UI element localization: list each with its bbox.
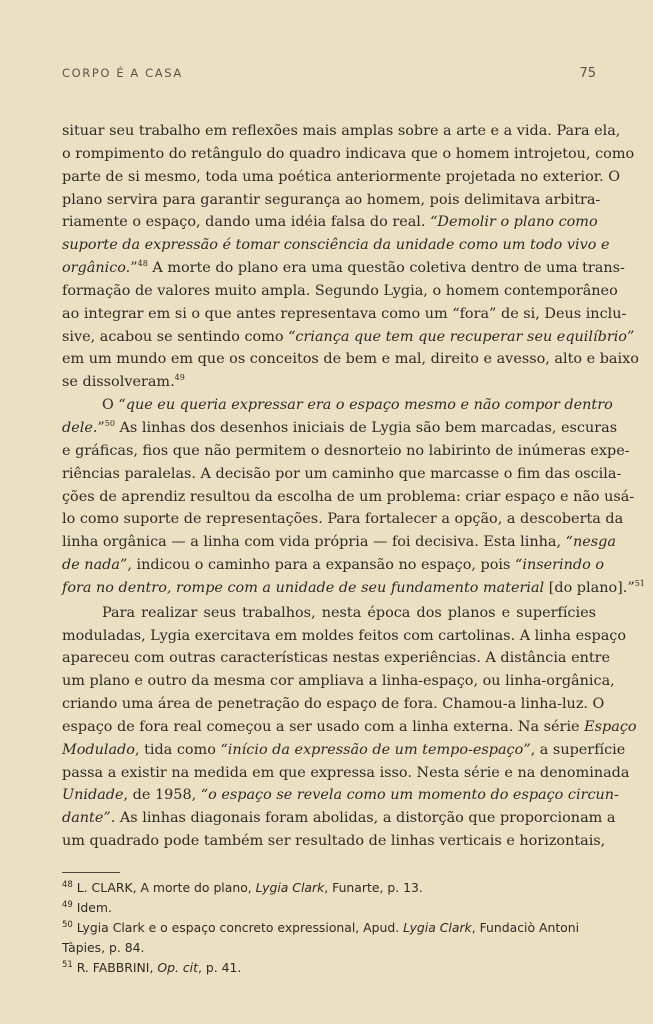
text-segment: um quadrado pode também ser resultado de linhas verticais e horizontais, — [62, 833, 606, 850]
text-line — [62, 716, 637, 739]
text-segment: , indicou o caminho para a expansão no espaço, pois — [127, 557, 515, 574]
text-line — [62, 326, 635, 349]
text-line — [62, 440, 630, 463]
text-line — [62, 120, 621, 143]
italic-text: Unidade — [62, 787, 124, 804]
text-segment: plano servira para garantir segurança ao homem, pois delimitava arbitra- — [62, 191, 601, 208]
text-line — [62, 670, 615, 693]
italic-text: “nesga — [565, 534, 616, 551]
text-segment: O — [102, 397, 119, 414]
text-line — [62, 211, 596, 234]
text-segment: sive, acabou se sentindo como — [62, 328, 289, 345]
text-line — [62, 693, 605, 716]
footnote — [62, 898, 596, 918]
text-line — [62, 602, 596, 625]
footnote-ref: 50 — [104, 418, 115, 428]
text-line — [62, 762, 630, 785]
text-line — [62, 280, 618, 303]
footnote-ref: 51 — [62, 960, 73, 970]
text-segment: , de 1958, — [123, 787, 201, 804]
text-segment: espaço de fora real começou a ser usado com a linha externa. Na série — [62, 718, 585, 735]
text-segment: Tàpies, p. 84. — [62, 940, 145, 955]
footnote-rule — [62, 872, 120, 873]
text-segment: criando uma área de penetração do espaço de fora. Chamou-a linha-luz. O — [62, 696, 605, 713]
footnote — [62, 938, 596, 958]
text-segment: situar seu trabalho em reflexões mais amplas sobre a arte e a vida. Para ela, — [62, 123, 621, 139]
text-line — [62, 257, 625, 280]
text-segment: ao integrar em si o que antes representava como um “fora” de si, Deus inclu- — [62, 305, 627, 322]
italic-text: “inserindo o — [515, 557, 604, 574]
text-line — [62, 647, 611, 670]
text-segment: , a superfície — [530, 741, 626, 758]
text-segment: A morte do plano era uma questão coletiva dentro de uma trans- — [147, 260, 625, 277]
text-line — [62, 625, 626, 648]
text-segment: apareceu com outras características nestas experiências. A distância entre — [62, 650, 611, 667]
text-segment: , Funarte, p. 13. — [324, 880, 423, 895]
footnote-ref: 48 — [62, 880, 73, 890]
text-line — [62, 303, 627, 326]
footnote — [62, 958, 596, 978]
text-line — [62, 531, 616, 554]
text-line — [62, 739, 626, 762]
footnote — [62, 878, 596, 898]
italic-text: Espaço — [584, 718, 637, 735]
italic-text: Lygia Clark — [403, 920, 472, 935]
text-line — [62, 486, 635, 509]
italic-text: Modulado — [62, 741, 135, 758]
text-segment: ções de aprendiz resultou da escolha de um problema: criar espaço e não usá- — [62, 488, 635, 505]
italic-text: suporte da expressão é tomar consciência da unidade como um todo vivo e — [62, 237, 610, 254]
page-number: 75 — [579, 66, 596, 81]
text-segment: Para realizar seus trabalhos, nesta época dos planos e superfícies — [102, 604, 596, 621]
text-segment: ” — [130, 260, 138, 277]
footnote-ref: 49 — [62, 900, 73, 910]
text-segment: As linhas dos desenhos iniciais de Lygia são bem marcadas, escuras — [114, 419, 618, 436]
body-text — [62, 120, 645, 853]
text-segment: [do plano].” — [544, 579, 635, 596]
text-segment: passa a existir na medida em que expressa isso. Nesta série e na denominada — [62, 764, 630, 781]
text-segment: . As linhas diagonais foram abolidas, a distorção que proporcionam a — [110, 810, 616, 827]
italic-text: Op. cit — [157, 960, 198, 975]
text-segment: moduladas, Lygia exercitava em moldes feitos com cartolinas. A linha espaço — [62, 627, 626, 644]
text-line — [62, 348, 639, 371]
text-line — [62, 830, 606, 853]
text-line — [62, 807, 616, 830]
text-segment: e gráficas, fios que não permitem o desnorteio no labirinto de inúmeras expe- — [62, 442, 630, 459]
footnote-ref: 48 — [137, 259, 148, 269]
italic-text: dante” — [62, 810, 111, 827]
italic-text: dele. — [62, 419, 98, 436]
italic-text: “o espaço se revela como um momento do espaço circun- — [200, 787, 619, 804]
italic-text: orgânico. — [62, 260, 131, 277]
italic-text: “que eu queria expressar era o espaço mesmo e não compor dentro — [118, 397, 613, 414]
italic-text: “início da expressão de um tempo-espaço” — [220, 741, 531, 758]
page-header — [62, 66, 596, 81]
footnote-ref: 49 — [174, 373, 185, 383]
text-line — [62, 166, 621, 189]
italic-text: “Demolir o plano como — [430, 214, 598, 231]
text-segment: riências paralelas. A decisão por um caminho que marcasse o fim das oscila- — [62, 465, 622, 482]
italic-text: Lygia Clark — [255, 880, 325, 895]
footnote-ref: 51 — [634, 578, 645, 588]
text-line — [62, 189, 601, 212]
text-line — [62, 463, 622, 486]
text-segment: linha orgânica — a linha com vida própria — foi decisiva. Esta linha, — [62, 534, 566, 551]
text-segment: em um mundo em que os conceitos de bem e mal, direito e avesso, alto e baixo — [62, 351, 639, 368]
text-segment: se dissolveram. — [62, 374, 175, 391]
italic-text: fora no dentro, rompe com a unidade de seu fundamento material — [62, 579, 545, 596]
footnotes — [62, 878, 596, 978]
text-segment: Idem. — [72, 900, 112, 915]
text-segment: L. CLARK, A morte do plano, — [72, 880, 256, 895]
text-segment: o rompimento do retângulo do quadro indicava que o homem introjetou, como — [62, 145, 635, 162]
italic-text: “criança que tem que recuperar seu equilíbrio” — [288, 328, 635, 345]
text-segment: riamente o espaço, dando uma idéia falsa do real. — [62, 214, 431, 231]
text-segment: ” — [97, 419, 105, 436]
italic-text: de nada” — [62, 557, 128, 574]
text-line — [62, 508, 624, 531]
text-line — [62, 234, 610, 257]
text-segment: , p. 41. — [197, 960, 242, 975]
text-line — [62, 784, 619, 807]
text-segment: Lygia Clark e o espaço concreto expressional, Apud. — [72, 920, 404, 935]
text-line — [62, 417, 618, 440]
text-line — [62, 143, 635, 166]
text-segment: , Fundaciò Antoni — [471, 920, 580, 935]
footnote — [62, 918, 596, 938]
text-line — [62, 394, 613, 417]
text-line — [62, 577, 645, 600]
running-head: CORPO É A CASA — [62, 66, 183, 80]
text-line — [62, 554, 604, 577]
text-segment: formação de valores muito ampla. Segundo Lygia, o homem contemporâneo — [62, 282, 618, 299]
text-line — [62, 371, 596, 394]
footnote-ref: 50 — [62, 920, 73, 930]
text-segment: parte de si mesmo, toda uma poética anteriormente projetada no exterior. O — [62, 168, 621, 185]
text-segment: lo como suporte de representações. Para fortalecer a opção, a descoberta da — [62, 511, 624, 528]
text-segment: , tida como — [134, 741, 221, 758]
text-segment: um plano e outro da mesma cor ampliava a linha-espaço, ou linha-orgânica, — [62, 673, 615, 690]
text-segment: R. FABBRINI, — [72, 960, 158, 975]
